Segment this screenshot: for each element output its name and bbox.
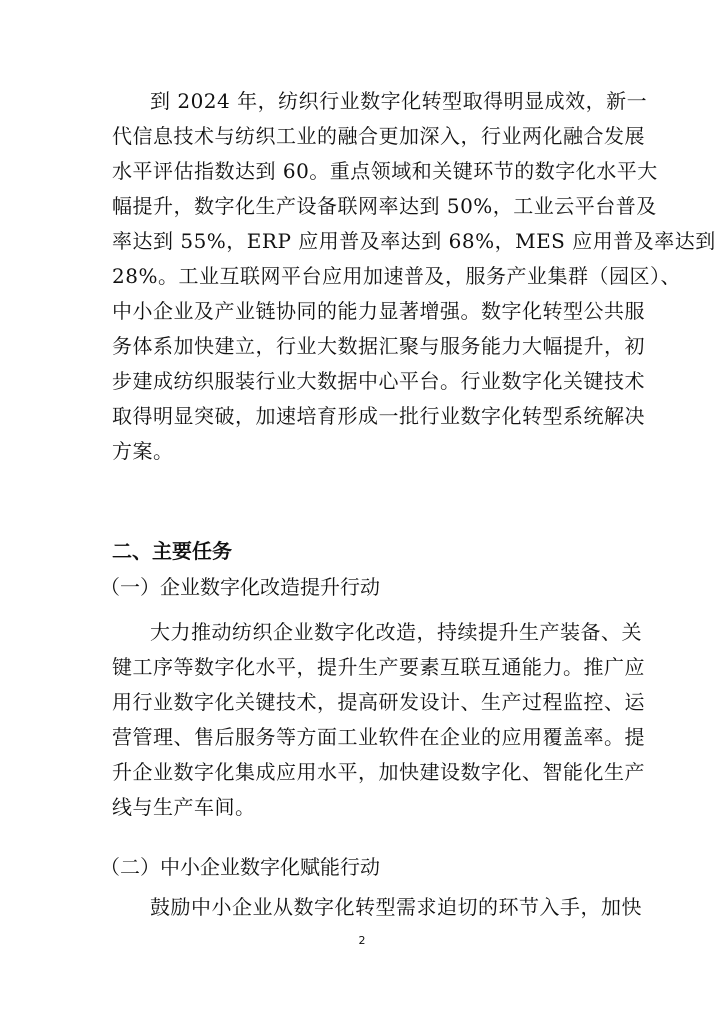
paragraph-line: 代信息技术与纺织工业的融合更加深入，行业两化融合发展	[112, 124, 645, 148]
paragraph-line: 大力推动纺织企业数字化改造，持续提升生产装备、关	[150, 620, 642, 644]
subsection-title: （一）企业数字化改造提升行动	[100, 575, 380, 599]
paragraph-line: 幅提升，数字化生产设备联网率达到 50%，工业云平台普及	[112, 194, 657, 218]
paragraph-line: 28%。工业互联网平台应用加速普及，服务产业集群（园区）、	[112, 264, 681, 288]
page-number: 2	[358, 934, 366, 947]
paragraph-line: 到 2024 年，纺织行业数字化转型取得明显成效，新一	[150, 89, 648, 113]
paragraph-line: 方案。	[112, 439, 174, 463]
paragraph-line: 务体系加快建立，行业大数据汇聚与服务能力大幅提升，初	[112, 334, 645, 358]
paragraph-line: 中小企业及产业链协同的能力显著增强。数字化转型公共服	[112, 299, 645, 323]
paragraph-line: 取得明显突破，加速培育形成一批行业数字化转型系统解决	[112, 404, 645, 428]
paragraph-line: 水平评估指数达到 60。重点领域和关键环节的数字化水平大	[112, 159, 658, 183]
paragraph-line: 线与生产车间。	[112, 795, 256, 819]
subsection-title: （二）中小企业数字化赋能行动	[100, 855, 380, 879]
paragraph-line: 率达到 55%，ERP 应用普及率达到 68%，MES 应用普及率达到	[112, 229, 716, 253]
paragraph-line: 鼓励中小企业从数字化转型需求迫切的环节入手，加快	[150, 895, 642, 919]
paragraph-line: 用行业数字化关键技术，提高研发设计、生产过程监控、运	[112, 690, 645, 714]
section-heading: 二、主要任务	[112, 539, 232, 563]
paragraph-line: 营管理、售后服务等方面工业软件在企业的应用覆盖率。提	[112, 725, 645, 749]
paragraph-line: 升企业数字化集成应用水平，加快建设数字化、智能化生产	[112, 760, 645, 784]
paragraph-line: 键工序等数字化水平，提升生产要素互联互通能力。推广应	[112, 655, 645, 679]
paragraph-line: 步建成纺织服装行业大数据中心平台。行业数字化关键技术	[112, 369, 645, 393]
